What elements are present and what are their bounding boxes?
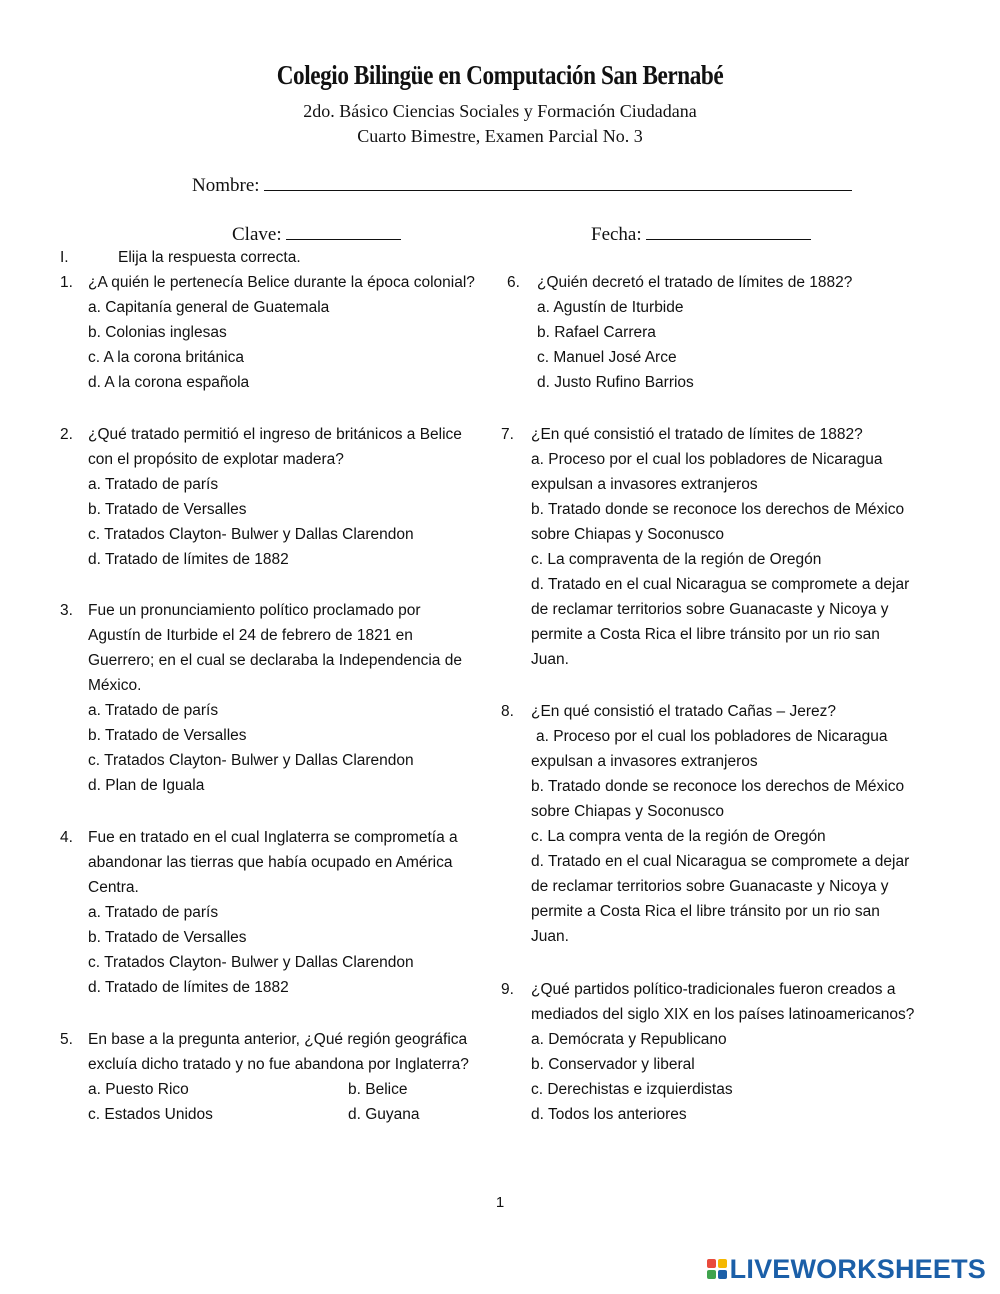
question-4-text-line-3: Centra. [88, 879, 139, 896]
question-5-option-a[interactable]: a. Puesto Rico [88, 1081, 189, 1098]
date-field[interactable] [591, 223, 811, 246]
question-5-text-line-2: excluía dicho tratado y no fue abandona por Inglaterra? [88, 1056, 469, 1073]
question-3-text-line-2: Agustín de Iturbide el 24 de febrero de 1821 en [88, 627, 413, 644]
question-5-number: 5. [60, 1031, 73, 1048]
question-6 [537, 270, 852, 395]
question-2-number: 2. [60, 426, 73, 443]
question-3-number: 3. [60, 602, 73, 619]
question-5-text-line-1: En base a la pregunta anterior, ¿Qué región geográfica [88, 1031, 468, 1048]
question-1 [88, 270, 475, 395]
key-input-line[interactable] [286, 223, 401, 240]
question-7-option-d-cont-1[interactable]: de reclamar territorios sobre Guanacaste y Nicoya y [531, 601, 889, 618]
question-4 [88, 825, 458, 1000]
question-7-option-d-cont-2[interactable]: permite a Costa Rica el libre tránsito por un rio san [531, 626, 880, 643]
liveworksheets-icon [707, 1259, 727, 1279]
question-8-option-d-cont-1[interactable]: de reclamar territorios sobre Guanacaste y Nicoya y [531, 878, 889, 895]
key-field[interactable] [232, 223, 401, 246]
question-2-text-line-1: ¿Qué tratado permitió el ingreso de británicos a Belice [88, 426, 462, 443]
question-6-option-b[interactable]: b. Rafael Carrera [537, 324, 656, 341]
question-5-option-c[interactable]: c. Estados Unidos [88, 1106, 213, 1123]
question-5 [88, 1027, 469, 1077]
question-4-option-a[interactable]: a. Tratado de parís [88, 904, 219, 921]
question-3 [88, 598, 462, 798]
question-7-option-d-cont-3[interactable]: Juan. [531, 651, 569, 668]
question-8-option-a[interactable]: a. Proceso por el cual los pobladores de Nicaragua [536, 728, 888, 745]
question-9-text-line-1: ¿Qué partidos político-tradicionales fueron creados a [531, 981, 896, 998]
question-3-text-line-1: Fue un pronunciamiento político proclamado por [88, 602, 421, 619]
question-4-option-c[interactable]: c. Tratados Clayton- Bulwer y Dallas Clarendon [88, 954, 414, 971]
question-8-text: ¿En qué consistió el tratado Cañas – Jerez? [531, 703, 837, 720]
question-4-number: 4. [60, 829, 73, 846]
name-field[interactable] [192, 174, 852, 197]
question-1-option-d[interactable]: d. A la corona española [88, 374, 250, 391]
question-9-text-line-2: mediados del siglo XIX en los países latinoamericanos? [531, 1006, 915, 1023]
question-7-option-d[interactable]: d. Tratado en el cual Nicaragua se compromete a dejar [531, 576, 910, 593]
question-4-text-line-1: Fue en tratado en el cual Inglaterra se comprometía a [88, 829, 458, 846]
question-8-option-c[interactable]: c. La compra venta de la región de Oregón [531, 828, 826, 845]
question-2 [88, 422, 462, 572]
question-8-option-a-cont[interactable]: expulsan a invasores extranjeros [531, 753, 758, 770]
question-7-number: 7. [501, 426, 514, 443]
course-subtitle: 2do. Básico Ciencias Sociales y Formación Ciudadana [303, 101, 697, 121]
question-9-number: 9. [501, 981, 514, 998]
section-roman: I. [60, 249, 69, 266]
question-4-text-line-2: abandonar las tierras que había ocupado en América [88, 854, 453, 871]
question-8-option-d[interactable]: d. Tratado en el cual Nicaragua se compromete a dejar [531, 853, 910, 870]
question-8-option-d-cont-3[interactable]: Juan. [531, 928, 569, 945]
exam-subtitle: Cuarto Bimestre, Examen Parcial No. 3 [357, 126, 643, 146]
liveworksheets-logo [707, 1254, 986, 1284]
date-label: Fecha: [591, 224, 642, 245]
question-3-option-a[interactable]: a. Tratado de parís [88, 702, 219, 719]
question-3-text-line-4: México. [88, 677, 142, 694]
question-9-option-b[interactable]: b. Conservador y liberal [531, 1056, 695, 1073]
question-9-option-d[interactable]: d. Todos los anteriores [531, 1106, 687, 1123]
school-title: Colegio Bilingüe en Computación San Bernabé [276, 60, 724, 90]
question-2-option-a[interactable]: a. Tratado de parís [88, 476, 219, 493]
question-2-option-d[interactable]: d. Tratado de límites de 1882 [88, 551, 289, 568]
question-8-option-d-cont-2[interactable]: permite a Costa Rica el libre tránsito por un rio san [531, 903, 880, 920]
liveworksheets-brand: LIVEWORKSHEETS [729, 1253, 986, 1284]
question-1-option-c[interactable]: c. A la corona británica [88, 349, 244, 366]
question-1-number: 1. [60, 274, 73, 291]
key-label: Clave: [232, 224, 282, 245]
question-9-option-a[interactable]: a. Demócrata y Republicano [531, 1031, 727, 1048]
question-9 [531, 977, 914, 1127]
question-8-option-b-cont[interactable]: sobre Chiapas y Soconusco [531, 803, 725, 820]
question-6-number: 6. [507, 274, 520, 291]
question-8 [531, 699, 909, 949]
question-4-option-b[interactable]: b. Tratado de Versalles [88, 929, 247, 946]
question-4-option-d[interactable]: d. Tratado de límites de 1882 [88, 979, 289, 996]
question-7-option-b[interactable]: b. Tratado donde se reconoce los derechos de México [531, 501, 905, 518]
question-2-text-line-2: con el propósito de explotar madera? [88, 451, 344, 468]
question-3-option-b[interactable]: b. Tratado de Versalles [88, 727, 247, 744]
name-input-line[interactable] [264, 174, 852, 191]
question-1-option-a[interactable]: a. Capitanía general de Guatemala [88, 299, 330, 316]
question-7-text: ¿En qué consistió el tratado de límites de 1882? [531, 426, 863, 443]
question-7-option-a-cont[interactable]: expulsan a invasores extranjeros [531, 476, 758, 493]
question-6-option-d[interactable]: d. Justo Rufino Barrios [537, 374, 694, 391]
question-9-option-c[interactable]: c. Derechistas e izquierdistas [531, 1081, 733, 1098]
question-3-text-line-3: Guerrero; en el cual se declaraba la Independencia de [88, 652, 462, 669]
question-7-option-a[interactable]: a. Proceso por el cual los pobladores de Nicaragua [531, 451, 883, 468]
question-2-option-b[interactable]: b. Tratado de Versalles [88, 501, 247, 518]
question-6-text: ¿Quién decretó el tratado de límites de 1882? [537, 274, 853, 291]
question-5-option-b[interactable]: b. Belice [348, 1081, 408, 1098]
question-1-text: ¿A quién le pertenecía Belice durante la época colonial? [88, 274, 475, 291]
question-6-option-c[interactable]: c. Manuel José Arce [537, 349, 677, 366]
question-7-option-b-cont[interactable]: sobre Chiapas y Soconusco [531, 526, 725, 543]
question-2-option-c[interactable]: c. Tratados Clayton- Bulwer y Dallas Clarendon [88, 526, 414, 543]
question-3-option-c[interactable]: c. Tratados Clayton- Bulwer y Dallas Clarendon [88, 752, 414, 769]
question-6-option-a[interactable]: a. Agustín de Iturbide [537, 299, 684, 316]
question-5-option-d[interactable]: d. Guyana [348, 1106, 420, 1123]
question-3-option-d[interactable]: d. Plan de Iguala [88, 777, 205, 794]
page-number: 1 [495, 1194, 505, 1211]
question-8-number: 8. [501, 703, 514, 720]
question-7 [531, 422, 909, 672]
section-instruction: Elija la respuesta correcta. [118, 249, 301, 266]
question-8-option-b[interactable]: b. Tratado donde se reconoce los derechos de México [531, 778, 905, 795]
date-input-line[interactable] [646, 223, 811, 240]
question-7-option-c[interactable]: c. La compraventa de la región de Oregón [531, 551, 822, 568]
question-1-option-b[interactable]: b. Colonias inglesas [88, 324, 227, 341]
name-label: Nombre: [192, 175, 260, 196]
